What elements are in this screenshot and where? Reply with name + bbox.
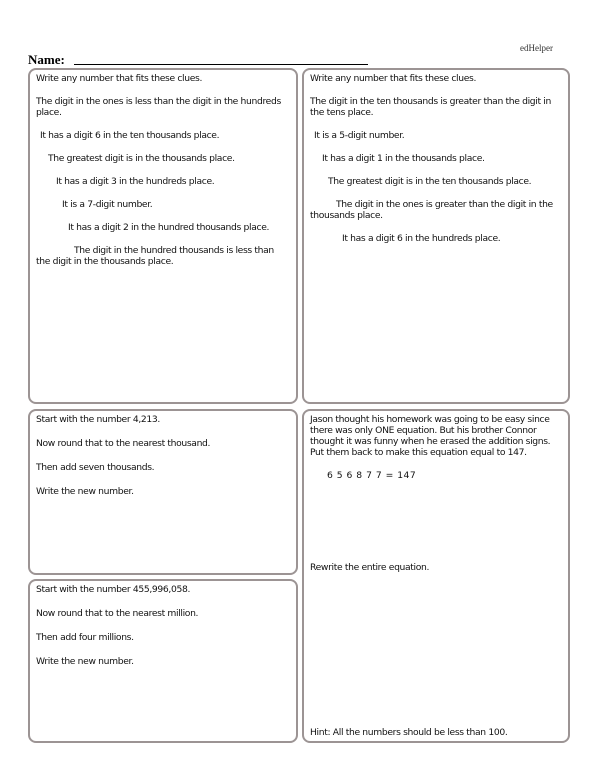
clue-line: It is a 7-digit number.: [62, 199, 153, 210]
equation-hint: Hint: All the numbers should be less than 100.: [310, 727, 508, 738]
clue-line: The digit in the ones is less than the digit in the hundreds place.: [36, 96, 281, 118]
problem-box-equation: [302, 409, 570, 743]
step-line: Then add seven thousands.: [36, 462, 155, 473]
step-line: Start with the number 4,213.: [36, 414, 160, 425]
brand-label: edHelper: [520, 43, 553, 53]
clue-line: It has a digit 3 in the hundreds place.: [56, 176, 215, 187]
clue-line: The greatest digit is in the thousands place.: [48, 153, 235, 164]
problem-box-rounding-2: [28, 579, 298, 743]
problem-box-number-clues-1: [28, 68, 298, 404]
clue-line: The digit in the ten thousands is greater than the digit in the tens place.: [310, 96, 551, 118]
problem-box-number-clues-2: [302, 68, 570, 404]
equation-instruction: Rewrite the entire equation.: [310, 562, 430, 573]
clue-line: The greatest digit is in the ten thousands place.: [328, 176, 532, 187]
problem-box-rounding-1: [28, 409, 298, 575]
clue-line: It has a digit 6 in the ten thousands place.: [40, 130, 220, 141]
clue-line: It has a digit 6 in the hundreds place.: [342, 233, 501, 244]
clue-line: It is a 5-digit number.: [314, 130, 405, 141]
step-line: Now round that to the nearest million.: [36, 608, 199, 619]
equation-intro: Jason thought his homework was going to be easy since there was only ONE equation. But his brother Connor thought it was funny when he erased the addition signs. Put them back to make this equation equal to 147.: [310, 414, 551, 458]
clue-line: Write any number that fits these clues.: [36, 73, 203, 84]
clue-line: The digit in the hundred thousands is less than the digit in the thousands place.: [36, 245, 274, 267]
step-line: Write the new number.: [36, 656, 134, 667]
clue-line: Write any number that fits these clues.: [310, 73, 477, 84]
equation: 6 5 6 8 7 7 = 147: [327, 470, 417, 481]
clue-line: The digit in the ones is greater than the digit in the thousands place.: [310, 199, 553, 221]
step-line: Start with the number 455,996,058.: [36, 584, 191, 595]
name-label: Name:: [28, 52, 65, 67]
clue-line: It has a digit 1 in the thousands place.: [322, 153, 485, 164]
step-line: Then add four millions.: [36, 632, 134, 643]
step-line: Write the new number.: [36, 486, 134, 497]
clue-line: It has a digit 2 in the hundred thousands place.: [68, 222, 270, 233]
step-line: Now round that to the nearest thousand.: [36, 438, 211, 449]
name-input-line[interactable]: [74, 64, 368, 65]
